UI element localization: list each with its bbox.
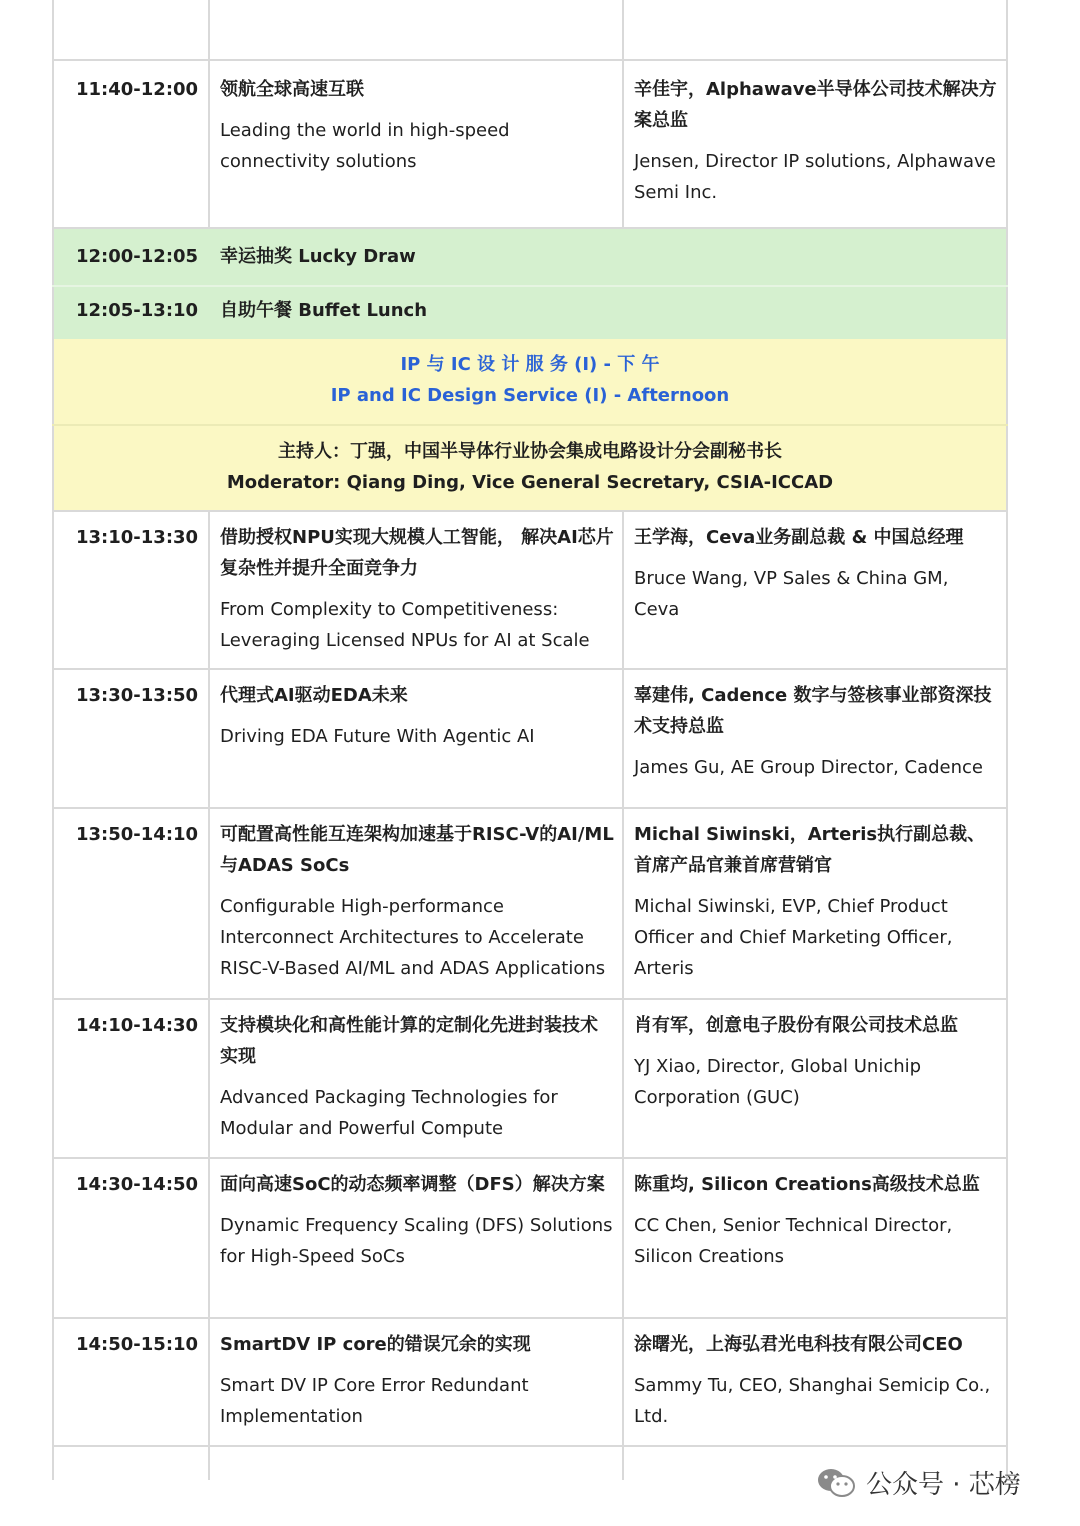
- session-time: 14:50-15:10: [76, 1334, 199, 1355]
- talk-title-en: Advanced Packaging Technologies for Modular and Powerful Compute: [220, 1087, 558, 1139]
- table-row: [52, 1000, 1008, 1157]
- speaker-en: Michal Siwinski, EVP, Chief Product Officer and Chief Marketing Officer, Arteris: [634, 896, 953, 979]
- session-title-zh: IP 与 IC 设 计 服 务 (I) - 下 午: [400, 354, 660, 375]
- table-row-lunch: [52, 285, 1008, 339]
- watermark: [816, 1462, 1021, 1502]
- table-row: [52, 60, 1008, 228]
- session-time: 13:10-13:30: [76, 527, 199, 548]
- speaker-zh: 肖有军，创意电子股份有限公司技术总监: [634, 1015, 958, 1036]
- session-time: 11:40-12:00: [76, 79, 199, 100]
- talk-title-en: Smart DV IP Core Error Redundant Implementation: [220, 1375, 529, 1427]
- moderator-zh: 主持人：丁强，中国半导体行业协会集成电路设计分会副秘书长: [278, 441, 782, 462]
- speaker-zh: 陈重均, Silicon Creations高级技术总监: [634, 1174, 980, 1195]
- talk-title-zh: SmartDV IP core的错误冗余的实现: [220, 1334, 531, 1355]
- table-row: [52, 512, 1008, 668]
- moderator-row: [52, 424, 1008, 510]
- speaker-en: Sammy Tu, CEO, Shanghai Semicip Co., Ltd.: [634, 1375, 991, 1427]
- wechat-icon: [816, 1467, 856, 1497]
- speaker-en: Bruce Wang, VP Sales & China GM, Ceva: [634, 568, 949, 620]
- talk-title-en: Driving EDA Future With Agentic AI: [220, 726, 535, 747]
- session-time: 14:10-14:30: [76, 1015, 199, 1036]
- speaker-en: James Gu, AE Group Director, Cadence: [634, 757, 984, 778]
- break-label: 幸运抽奖 Lucky Draw: [220, 246, 416, 267]
- talk-title-en: Configurable High-performance Interconnect Architectures to Accelerate RISC-V-Based AI/ML and ADAS Applications: [220, 896, 606, 979]
- speaker-zh: Michal Siwinski，Arteris执行副总裁、首席产品官兼首席营销官: [634, 824, 986, 876]
- speaker-zh: 辜建伟, Cadence 数字与签核事业部资深技术支持总监: [634, 685, 992, 737]
- speaker-zh: 王学海，Ceva业务副总裁 & 中国总经理: [634, 527, 964, 548]
- speaker-zh: 涂曙光，上海弘君光电科技有限公司CEO: [634, 1334, 963, 1355]
- session-time: 12:05-13:10: [76, 300, 199, 321]
- talk-title-en: Leading the world in high-speed connectivity solutions: [220, 120, 510, 172]
- talk-title-zh: 代理式AI驱动EDA未来: [220, 685, 408, 706]
- speaker-en: CC Chen, Senior Technical Director, Silicon Creations: [634, 1215, 953, 1267]
- talk-title-zh: 领航全球高速互联: [220, 79, 364, 100]
- talk-title-zh: 可配置高性能互连架构加速基于RISC-V的AI/ML与ADAS SoCs: [220, 824, 614, 876]
- table-row-stub-top: [52, 0, 1008, 60]
- session-time: 12:00-12:05: [76, 246, 199, 267]
- talk-title-zh: 面向高速SoC的动态频率调整（DFS）解决方案: [220, 1174, 605, 1195]
- speaker-en: Jensen, Director IP solutions, Alphawave Semi Inc.: [634, 151, 996, 203]
- watermark-text: 公众号 · 芯榜: [866, 1469, 1021, 1500]
- table-row-lucky-draw: [52, 229, 1008, 285]
- table-row: [52, 670, 1008, 807]
- session-title-en: IP and IC Design Service (I) - Afternoon: [330, 385, 730, 406]
- talk-title-en: From Complexity to Competitiveness: Leveraging Licensed NPUs for AI at Scale: [220, 599, 590, 651]
- session-header: [52, 339, 1008, 424]
- speaker-zh: 辛佳宇，Alphawave半导体公司技术解决方案总监: [634, 79, 997, 131]
- table-row: [52, 1159, 1008, 1317]
- session-time: 13:50-14:10: [76, 824, 199, 845]
- table-row: [52, 809, 1008, 998]
- table-row: [52, 1319, 1008, 1445]
- session-time: 14:30-14:50: [76, 1174, 199, 1195]
- break-label: 自助午餐 Buffet Lunch: [220, 300, 428, 321]
- talk-title-zh: 借助授权NPU实现大规模人工智能， 解决AI芯片复杂性并提升全面竞争力: [220, 527, 614, 579]
- talk-title-zh: 支持模块化和高性能计算的定制化先进封装技术实现: [220, 1015, 598, 1067]
- speaker-en: YJ Xiao, Director, Global Unichip Corporation (GUC): [634, 1056, 922, 1108]
- talk-title-en: Dynamic Frequency Scaling (DFS) Solutions for High-Speed SoCs: [220, 1215, 613, 1267]
- moderator-en: Moderator: Qiang Ding, Vice General Secretary, CSIA-ICCAD: [226, 472, 834, 493]
- session-time: 13:30-13:50: [76, 685, 199, 706]
